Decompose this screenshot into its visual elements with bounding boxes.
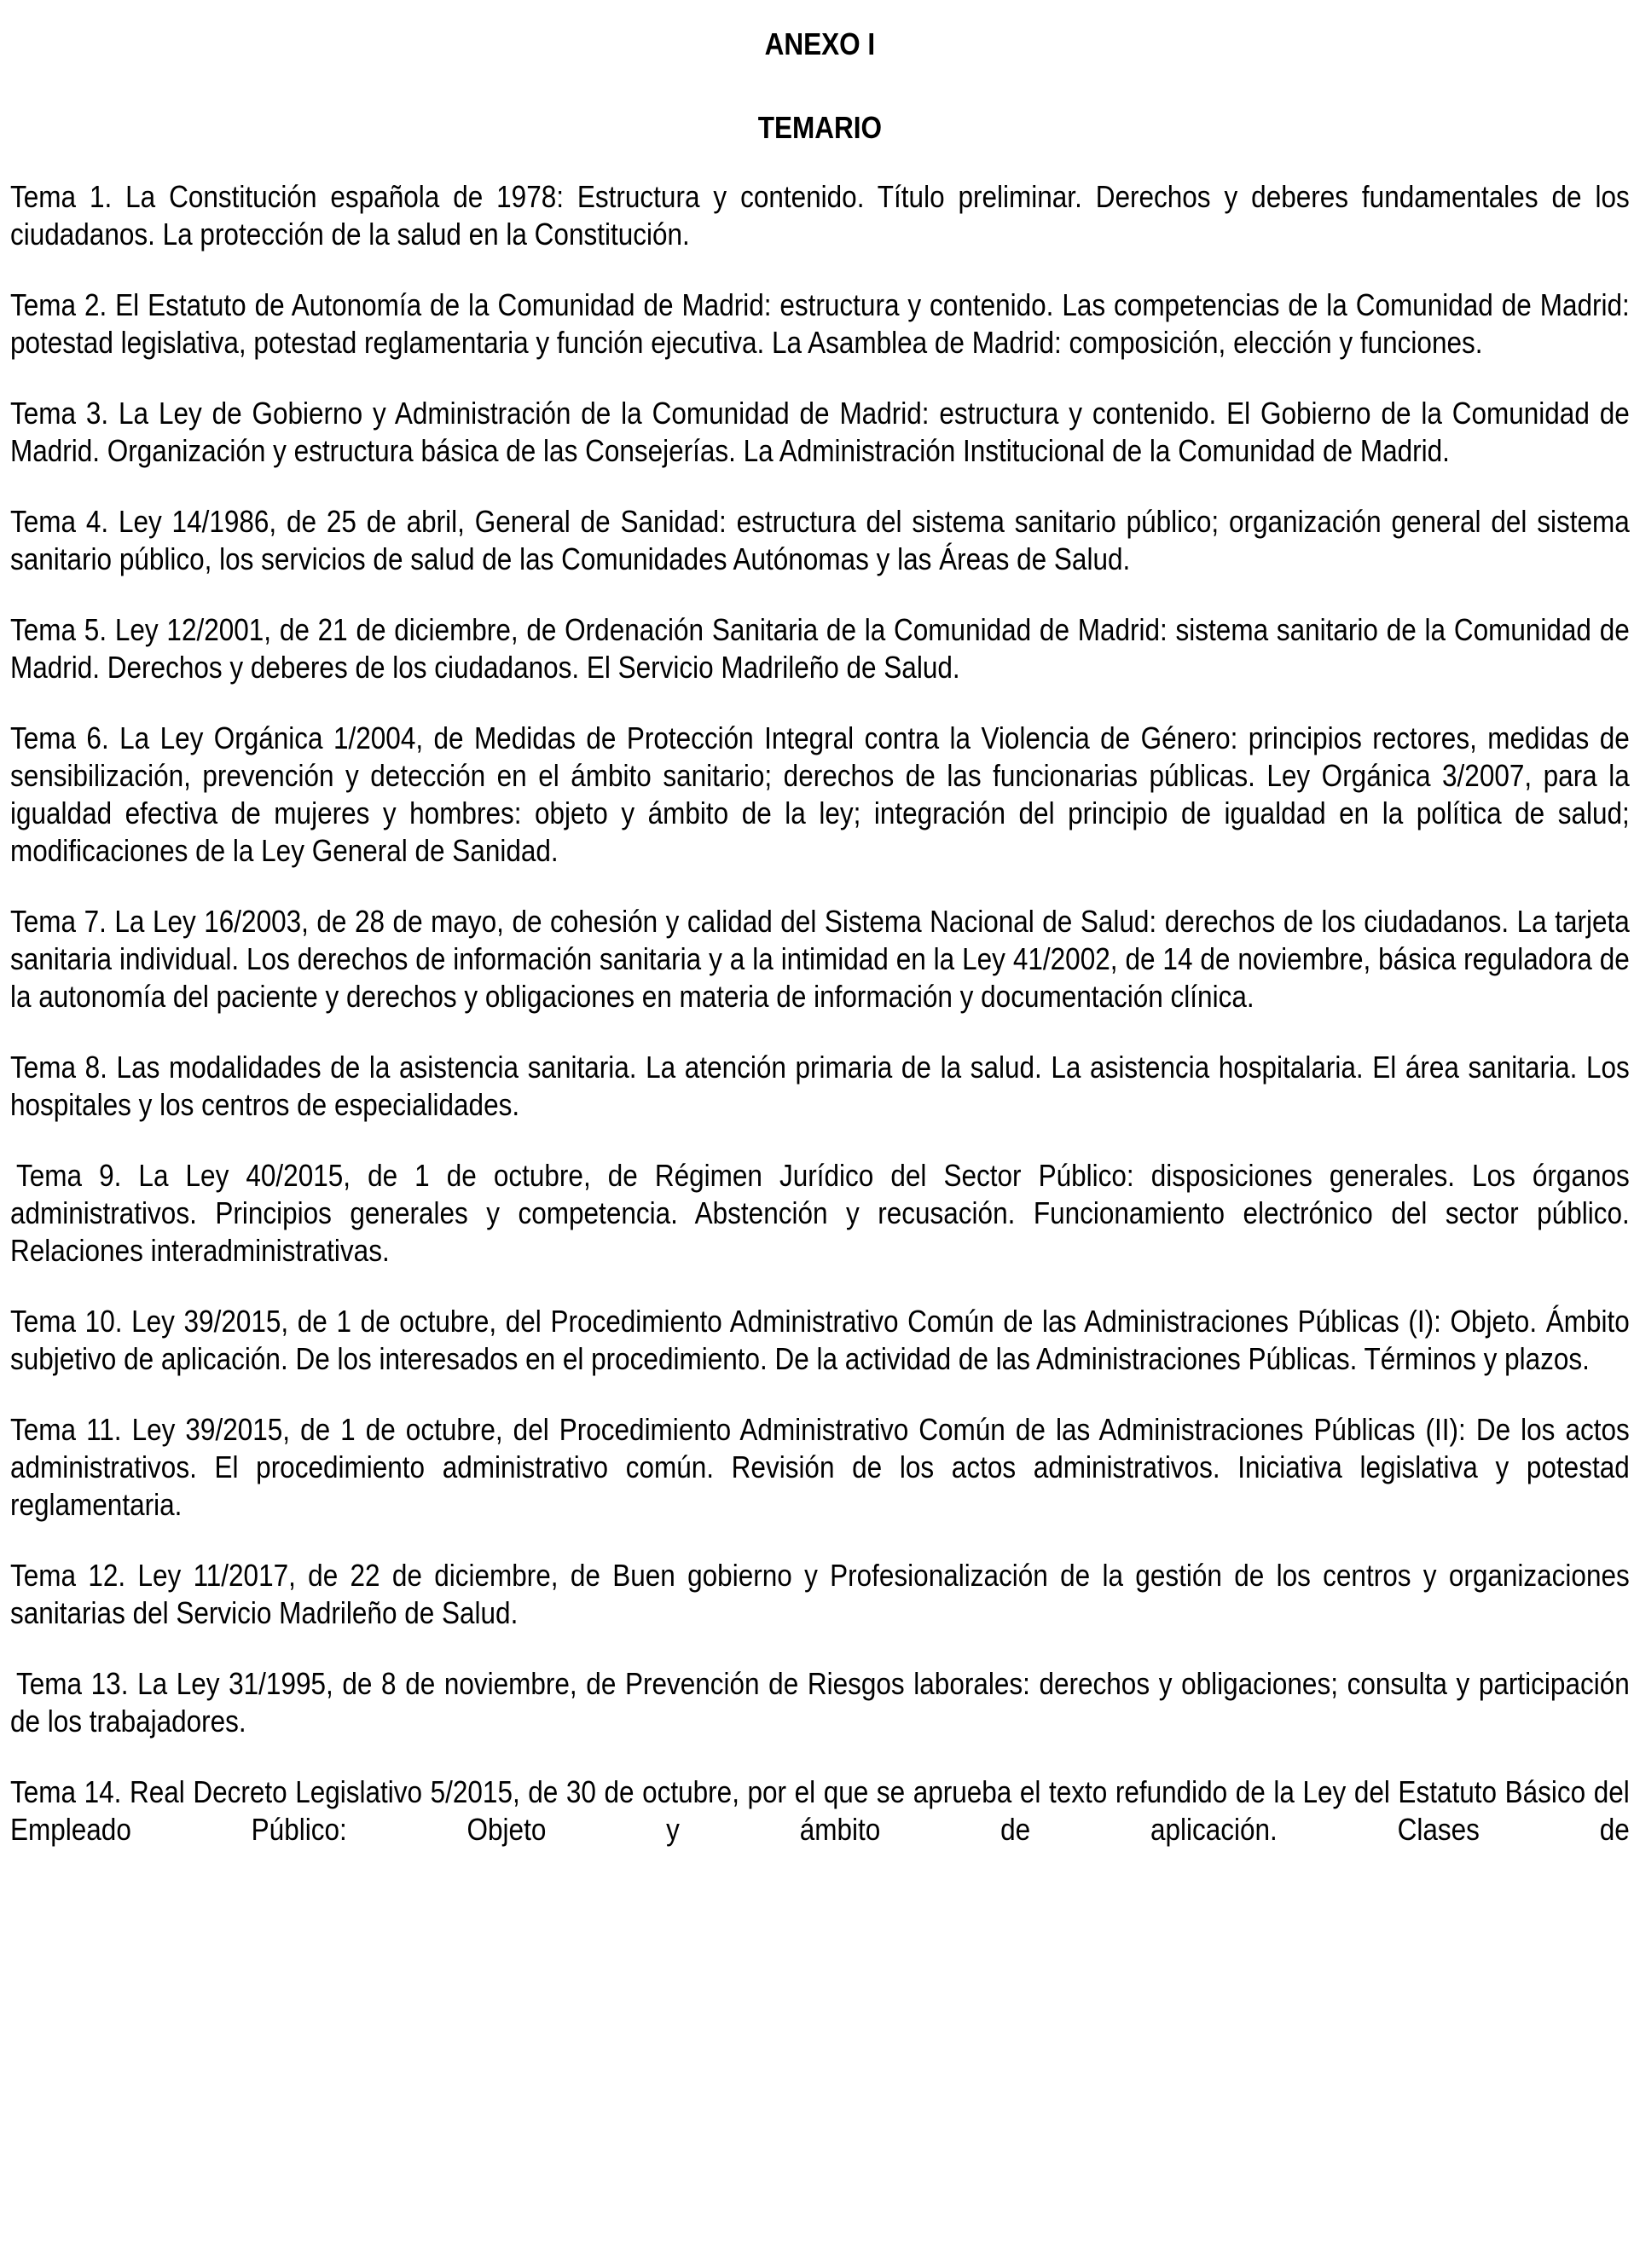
tema-1: Tema 1. La Constitución española de 1978: Estructura y contenido. Título preliminar. Derechos y deberes fundamentales de los ciudadanos. La protección de la salud en la Constitución. xyxy=(10,179,1630,252)
tema-6: Tema 6. La Ley Orgánica 1/2004, de Medidas de Protección Integral contra la Violencia de Género: principios rectores, medidas de sensibilización, prevención y detección en el ámbito sanitario; derechos de las funcionarias públicas. Ley Orgánica 3/2007, para la igualdad efectiva de mujeres y hombres: objeto y ámbito de la ley; integración del principio de igualdad en la política de salud; modificaciones de la Ley General de Sanidad. xyxy=(10,720,1630,868)
document-page xyxy=(10,0,1630,1882)
tema-7: Tema 7. La Ley 16/2003, de 28 de mayo, de cohesión y calidad del Sistema Nacional de Salud: derechos de los ciudadanos. La tarjeta sanitaria individual. Los derechos de información sanitaria y a la intimidad en la Ley 41/2002, de 14 de noviembre, básica reguladora de la autonomía del paciente y derechos y obligaciones en materia de información y documentación clínica. xyxy=(10,904,1630,1014)
tema-10: Tema 10. Ley 39/2015, de 1 de octubre, del Procedimiento Administrativo Común de las Administraciones Públicas (I): Objeto. Ámbito subjetivo de aplicación. De los interesados en el procedimiento. De la actividad de las Administraciones Públicas. Términos y plazos. xyxy=(10,1304,1630,1376)
tema-12: Tema 12. Ley 11/2017, de 22 de diciembre, de Buen gobierno y Profesionalización de la gestión de los centros y organizaciones sanitarias del Servicio Madrileño de Salud. xyxy=(10,1558,1630,1630)
tema-5: Tema 5. Ley 12/2001, de 21 de diciembre, de Ordenación Sanitaria de la Comunidad de Madrid: sistema sanitario de la Comunidad de Madrid. Derechos y deberes de los ciudadanos. El Servicio Madrileño de Salud. xyxy=(10,612,1630,685)
tema-11: Tema 11. Ley 39/2015, de 1 de octubre, del Procedimiento Administrativo Común de las Administraciones Públicas (II): De los actos administrativos. El procedimiento administrativo común. Revisión de los actos administrativos. Iniciativa legislativa y potestad reglamentaria. xyxy=(10,1412,1630,1522)
tema-8: Tema 8. Las modalidades de la asistencia sanitaria. La atención primaria de la salud. La asistencia hospitalaria. El área sanitaria. Los hospitales y los centros de especialidades. xyxy=(10,1050,1630,1122)
tema-14: Tema 14. Real Decreto Legislativo 5/2015, de 30 de octubre, por el que se aprueba el texto refundido de la Ley del Estatuto Básico del Empleado Público: Objeto y ámbito de aplicación. Clases de xyxy=(10,1774,1630,1847)
syllabus-heading: TEMARIO xyxy=(757,110,882,145)
tema-4: Tema 4. Ley 14/1986, de 25 de abril, General de Sanidad: estructura del sistema sanitario público; organización general del sistema sanitario público, los servicios de salud de las Comunidades Autónomas y las Áreas de Salud. xyxy=(10,504,1630,576)
tema-9: Tema 9. La Ley 40/2015, de 1 de octubre, de Régimen Jurídico del Sector Público: disposiciones generales. Los órganos administrativos. Principios generales y competencia. Abstención y recusación. Funcionamiento electrónico del sector público. Relaciones interadministrativas. xyxy=(10,1158,1630,1268)
annex-heading: ANEXO I xyxy=(764,26,876,61)
tema-13: Tema 13. La Ley 31/1995, de 8 de noviembre, de Prevención de Riesgos laborales: derechos y obligaciones; consulta y participación de los trabajadores. xyxy=(10,1666,1630,1739)
tema-2: Tema 2. El Estatuto de Autonomía de la Comunidad de Madrid: estructura y contenido. Las competencias de la Comunidad de Madrid: potestad legislativa, potestad reglamentaria y función ejecutiva. La Asamblea de Madrid: composición, elección y funciones. xyxy=(10,287,1630,360)
tema-3: Tema 3. La Ley de Gobierno y Administración de la Comunidad de Madrid: estructura y contenido. El Gobierno de la Comunidad de Madrid. Organización y estructura básica de las Consejerías. La Administración Institucional de la Comunidad de Madrid. xyxy=(10,396,1630,468)
